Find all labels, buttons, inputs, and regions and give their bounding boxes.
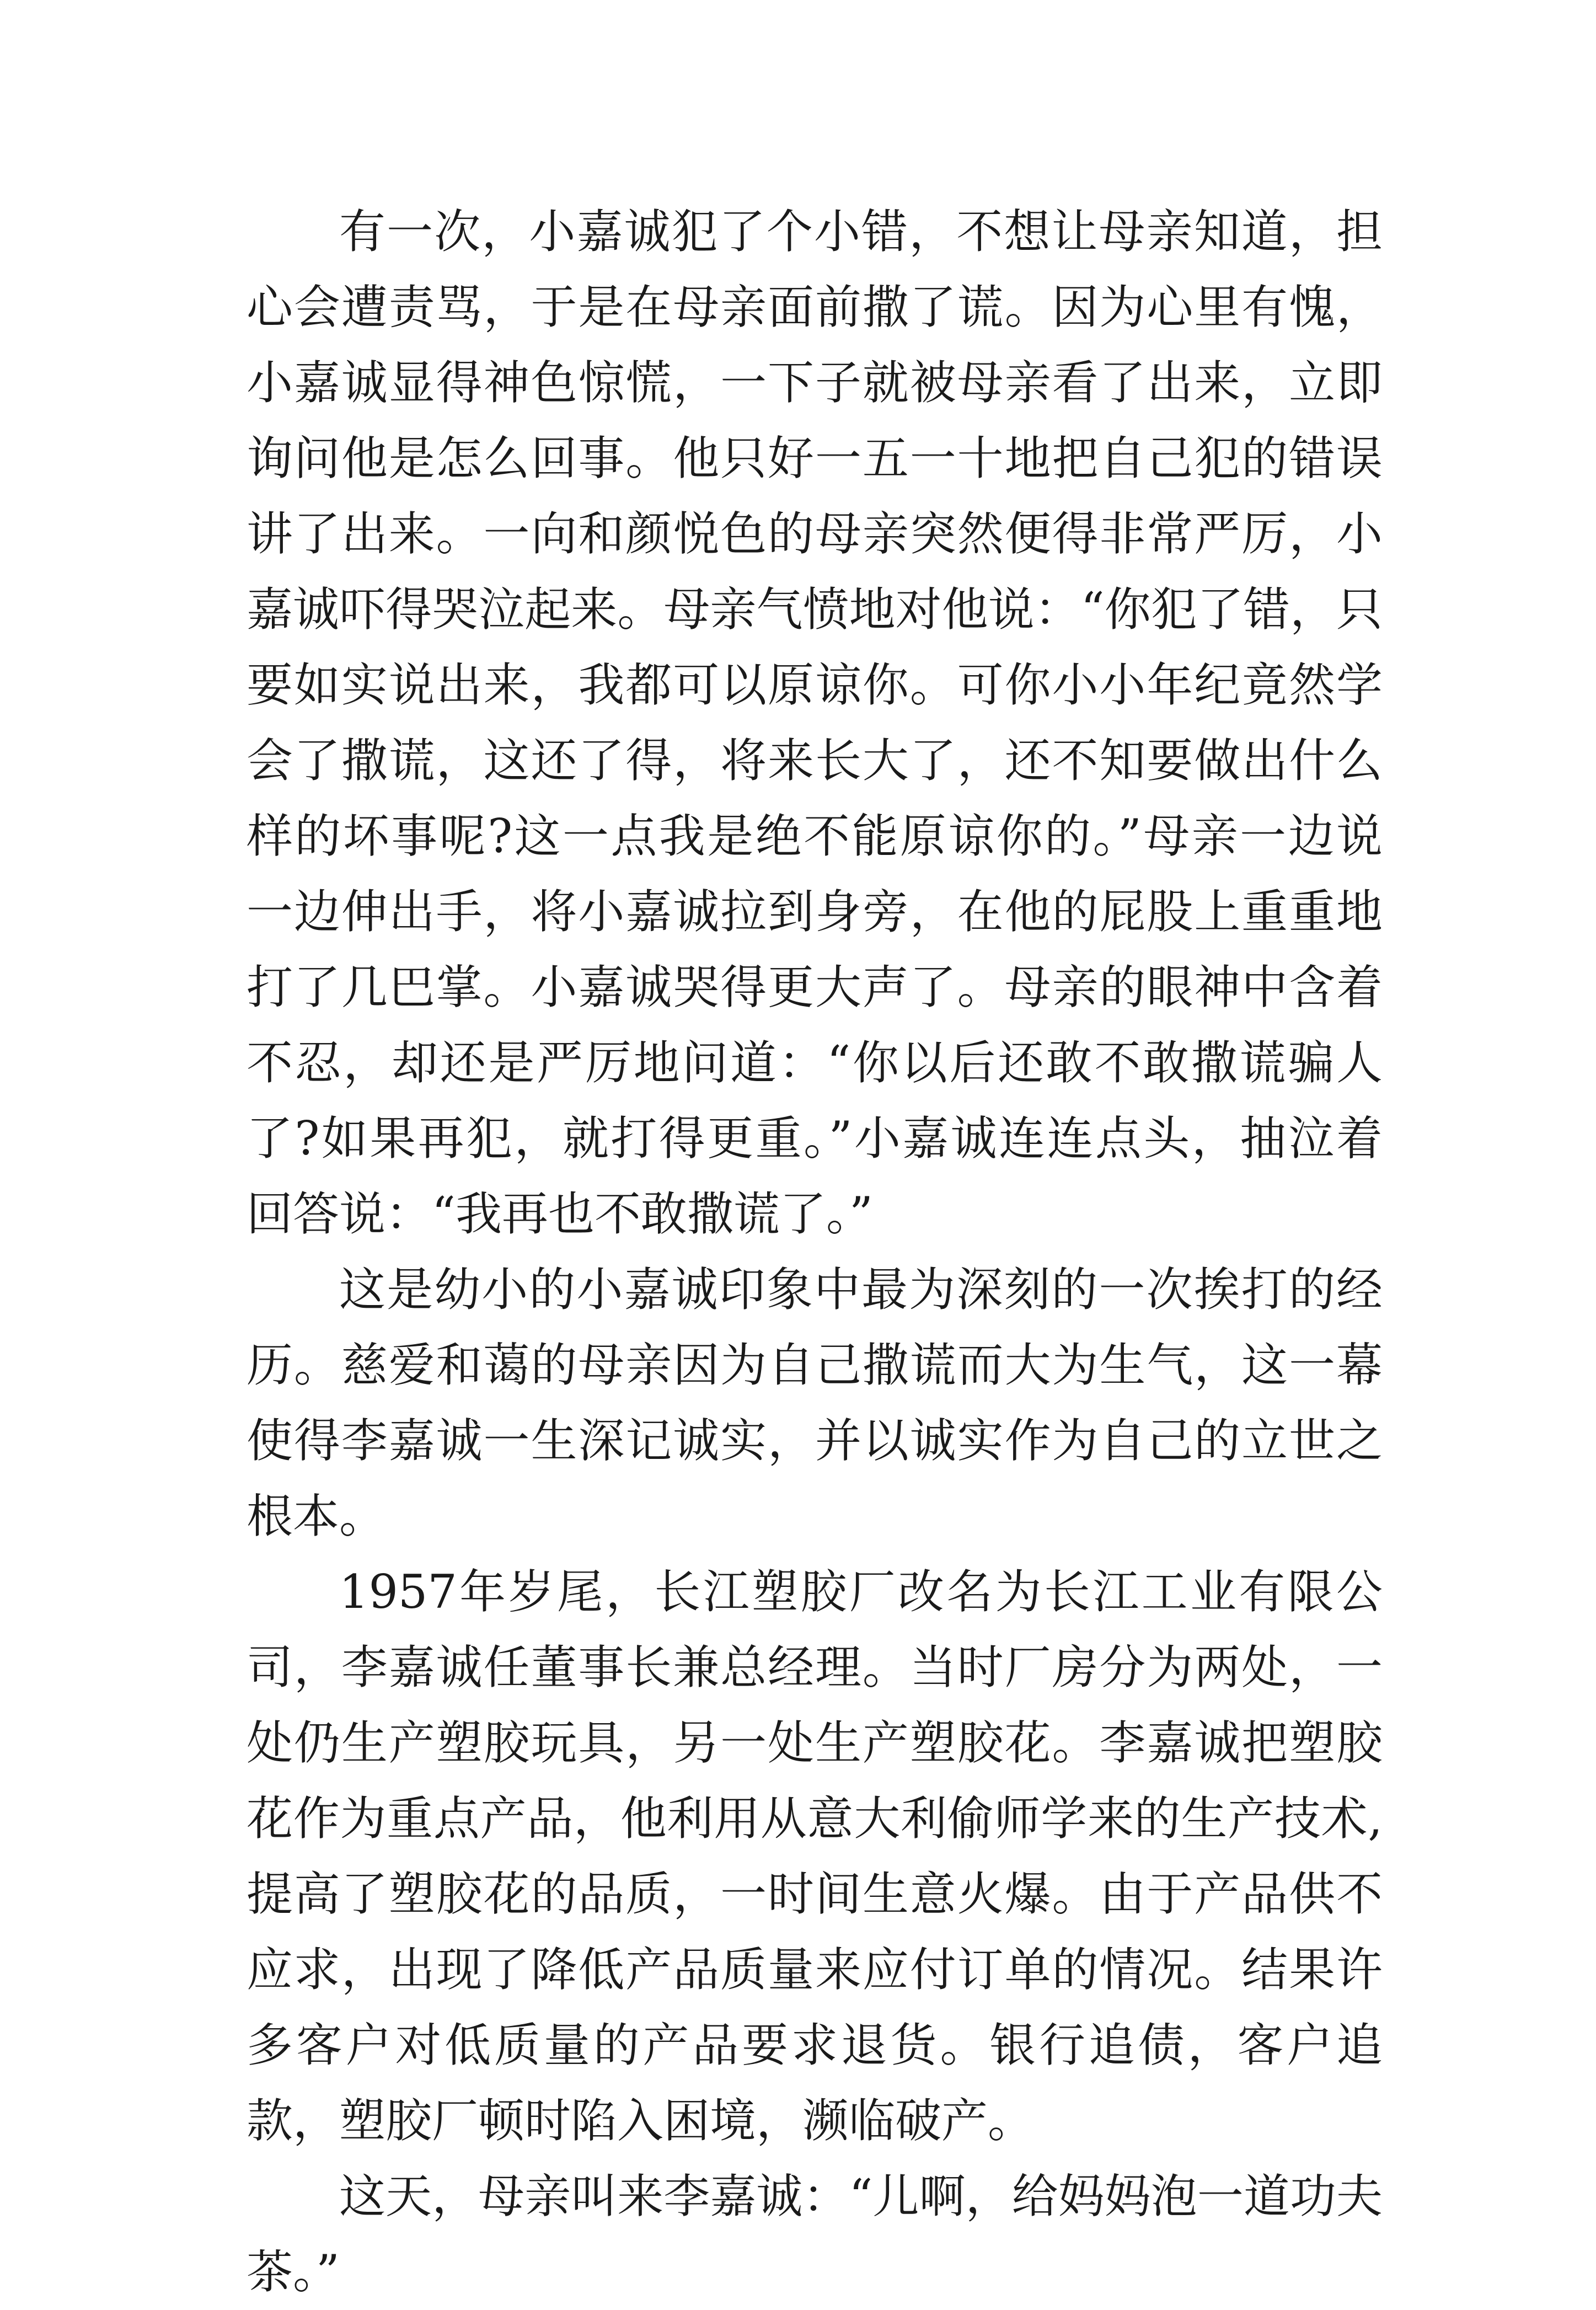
document-body xyxy=(247,194,1383,2310)
paragraph: 1957年岁尾，长江塑胶厂改名为长江工业有限公司，李嘉诚任董事长兼总经理。当时厂房分为两处，一处仍生产塑胶玩具，另一处生产塑胶花。李嘉诚把塑胶花作为重点产品，他利用从意大利偷师学来的生产技术,提高了塑胶花的品质，一时间生意火爆。由于产品供不应求，出现了降低产品质量来应付订单的情况。结果许多客户对低质量的产品要求退货。银行追债，客户追款，塑胶厂顿时陷入困境，濒临破产。 xyxy=(247,1565,1383,2148)
paragraph: 这是幼小的小嘉诚印象中最为深刻的一次挨打的经历。慈爱和蔼的母亲因为自己撒谎而大为生气，这一幕使得李嘉诚一生深记诚实，并以诚实作为自己的立世之根本。 xyxy=(247,1263,1383,1543)
paragraph: 有一次，小嘉诚犯了个小错，不想让母亲知道，担心会遭责骂，于是在母亲面前撒了谎。因为心里有愧，小嘉诚显得神色惊慌，一下子就被母亲看了出来，立即询问他是怎么回事。他只好一五一十地把自己犯的错误讲了出来。一向和颜悦色的母亲突然便得非常严厉，小嘉诚吓得哭泣起来。母亲气愤地对他说：“你犯了错，只要如实说出来，我都可以原谅你。可你小小年纪竟然学会了撒谎，这还了得，将来长大了，还不知要做出什么样的坏事呢?这一点我是绝不能原谅你的。”母亲一边说一边伸出手，将小嘉诚拉到身旁，在他的屁股上重重地打了几巴掌。小嘉诚哭得更大声了。母亲的眼神中含着不忍，却还是严厉地问道：“你以后还敢不敢撒谎骗人了?如果再犯，就打得更重。”小嘉诚连连点头，抽泣着回答说：“我再也不敢撒谎了。” xyxy=(247,205,1383,1241)
paragraph: 这天，母亲叫来李嘉诚：“儿啊，给妈妈泡一道功夫茶。” xyxy=(247,2169,1383,2299)
